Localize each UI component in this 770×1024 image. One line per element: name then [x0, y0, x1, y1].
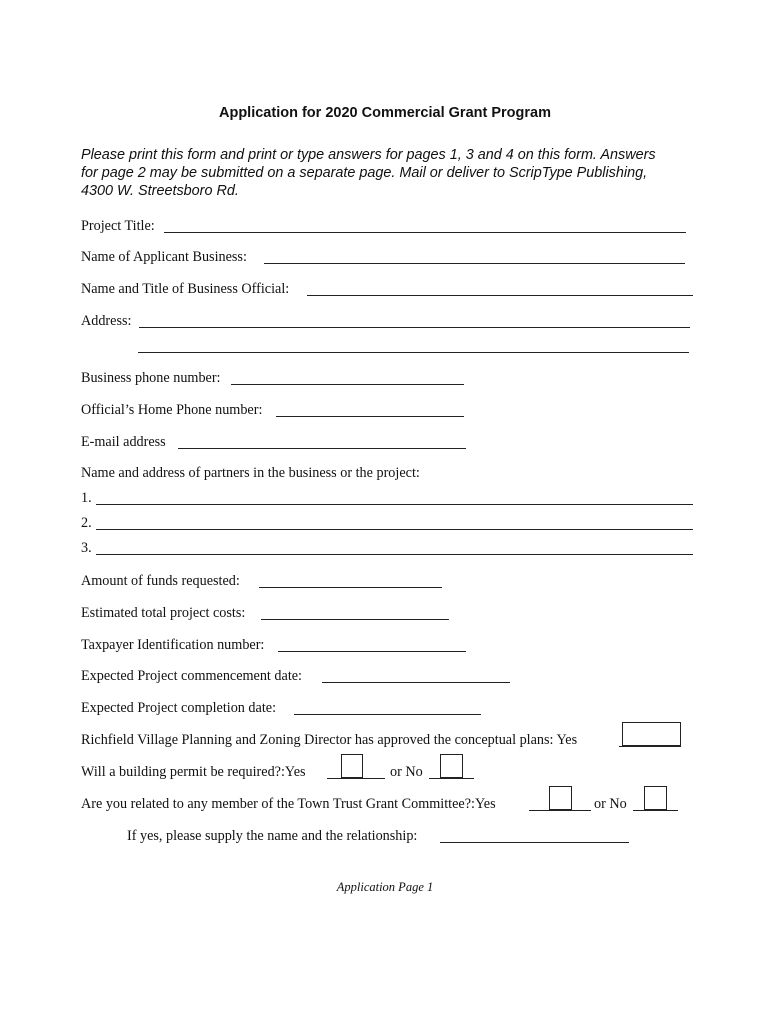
completion-date-field[interactable] — [294, 714, 481, 715]
completion-date-row — [81, 698, 531, 718]
related-committee-row — [81, 794, 701, 814]
related-committee-no-checkbox[interactable] — [644, 786, 667, 810]
project-title-row — [81, 216, 701, 236]
taxpayer-id-field[interactable] — [278, 651, 466, 652]
applicant-business-label: Name of Applicant Business: — [81, 249, 247, 265]
planning-approval-row — [81, 730, 701, 750]
email-field[interactable] — [178, 448, 466, 449]
instructions-line-3: 4300 W. Streetsboro Rd. — [81, 183, 239, 199]
business-official-field[interactable] — [307, 295, 693, 296]
form-instructions — [81, 146, 701, 200]
total-costs-row — [81, 603, 481, 623]
funds-requested-row — [81, 571, 481, 591]
partners-heading: Name and address of partners in the business or the project: — [81, 465, 420, 481]
total-costs-label: Estimated total project costs: — [81, 605, 246, 621]
building-permit-yes-line — [327, 778, 385, 779]
partner-1-row — [81, 488, 701, 508]
instructions-line-1: Please print this form and print or type answers for pages 1, 3 and 4 on this form. Answers — [81, 147, 656, 163]
partner-1-label: 1. — [81, 490, 92, 506]
partner-3-label: 3. — [81, 540, 92, 556]
partner-1-field[interactable] — [96, 504, 693, 505]
building-permit-label: Will a building permit be required?:Yes — [81, 764, 306, 780]
home-phone-field[interactable] — [276, 416, 464, 417]
related-committee-yes-line — [529, 810, 591, 811]
project-title-label: Project Title: — [81, 218, 155, 234]
applicant-business-field[interactable] — [264, 263, 685, 264]
total-costs-field[interactable] — [261, 619, 449, 620]
taxpayer-id-row — [81, 635, 481, 655]
email-row — [81, 432, 481, 452]
address-label: Address: — [81, 313, 132, 329]
planning-approval-yes-line — [619, 746, 681, 747]
if-yes-row — [127, 826, 647, 846]
email-label: E-mail address — [81, 434, 166, 450]
related-committee-label: Are you related to any member of the Town Trust Grant Committee?:Yes — [81, 796, 496, 812]
building-permit-or-no-label: or No — [390, 764, 423, 780]
if-yes-label: If yes, please supply the name and the relationship: — [127, 828, 418, 844]
related-committee-yes-checkbox[interactable] — [549, 786, 572, 810]
address-field-line-2[interactable] — [138, 352, 689, 353]
page-footer: Application Page 1 — [336, 880, 434, 894]
address-row — [81, 311, 701, 331]
taxpayer-id-label: Taxpayer Identification number: — [81, 637, 265, 653]
project-title-field[interactable] — [164, 232, 686, 233]
if-yes-relationship-field[interactable] — [440, 842, 629, 843]
completion-date-label: Expected Project completion date: — [81, 700, 277, 716]
commencement-date-label: Expected Project commencement date: — [81, 668, 302, 684]
address-field-line-1[interactable] — [139, 327, 690, 328]
business-official-label: Name and Title of Business Official: — [81, 281, 290, 297]
business-phone-label: Business phone number: — [81, 370, 221, 386]
business-phone-field[interactable] — [231, 384, 464, 385]
planning-approval-label: Richfield Village Planning and Zoning Director has approved the conceptual plans: Yes — [81, 732, 578, 748]
building-permit-no-checkbox[interactable] — [440, 754, 463, 778]
partner-2-label: 2. — [81, 515, 92, 531]
building-permit-yes-checkbox[interactable] — [341, 754, 363, 778]
home-phone-row — [81, 400, 481, 420]
related-committee-no-line — [633, 810, 678, 811]
building-permit-row — [81, 762, 531, 782]
related-committee-or-no-label: or No — [594, 796, 627, 812]
planning-approval-yes-checkbox[interactable] — [622, 722, 681, 746]
partners-heading-row — [81, 463, 701, 483]
funds-requested-label: Amount of funds requested: — [81, 573, 240, 589]
home-phone-label: Official’s Home Phone number: — [81, 402, 263, 418]
partner-2-row — [81, 513, 701, 533]
partner-2-field[interactable] — [96, 529, 693, 530]
funds-requested-field[interactable] — [259, 587, 442, 588]
partner-3-row — [81, 538, 701, 558]
business-official-row — [81, 279, 701, 299]
partner-3-field[interactable] — [96, 554, 693, 555]
applicant-business-row — [81, 247, 701, 267]
commencement-date-field[interactable] — [322, 682, 510, 683]
form-title: Application for 2020 Commercial Grant Program — [219, 105, 551, 121]
instructions-line-2: for page 2 may be submitted on a separate page. Mail or deliver to ScripType Publishing, — [81, 165, 648, 181]
business-phone-row — [81, 368, 481, 388]
building-permit-no-line — [429, 778, 474, 779]
commencement-date-row — [81, 666, 531, 686]
